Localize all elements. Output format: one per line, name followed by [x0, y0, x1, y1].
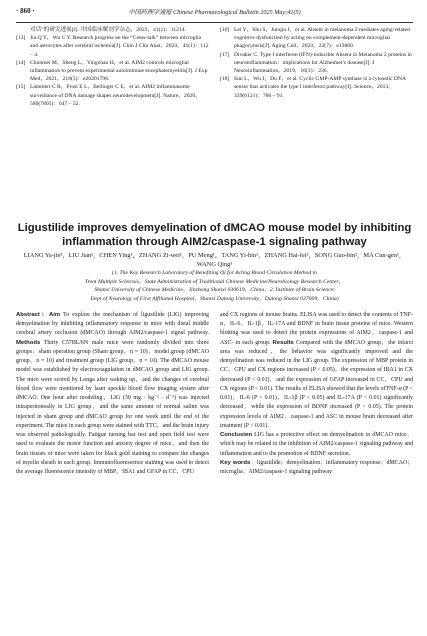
- abstract-conclusion: [220, 431, 413, 459]
- aim-label: Abstract：Aim: [16, 311, 61, 318]
- methods-text: Thirty C57BL/6N male mice were randomly divided into three groups：sham operation group (Sham group，n = 10)，model group (dMCAO group，n = 10) and treatment group (LIG group，n = 10). The dMCAO mouse model was established by electrocoagulation in dMCAO group and LIG group. The mice were scored by Longa after waking up，and the changes of cerebral blood flow were monitored by laser speckle blood flow imaging system after dMCAO. One hour after modeling，LIG (30 mg · kg⁻¹ · d⁻¹) was injected intraperitoneally in LIG group，and the same amount of normal saline was injected in sham group and dMCAO group for one week until the end of the experiment. The mice in each group were stained with TTC，and the brain injury was observed pathologically. Fatigue turning bar test and open field test were used to evaluate the motor function and anxiety degree of mice，and then the brain tissues of mice were taken for black gold staining to compare the changes of myelin sheath in each group. Immunofluorescence staining was used to detect the average fluorescence intensity of MBP，IBA1 and GFAP in CC，CPU: [16, 339, 209, 476]
- reference-item: [18] Sun L，Wu J，Du F，et al. Cyclic GMP-AMP synthase is a cytosolic DNA sensor that activates the type I interferon pathway[J]. Science，2013，339(6121)：786 – 91.: [220, 76, 406, 99]
- methods-continued-text: and CX regions of mouse brains. ELISA was used to detect the contents of TNF-α，IL-6，IL-1β，IL-17A and BDNF in brain tissue proteins of mice. Western blotting was used to detect the protein expressions of AIM2，caspase-1 and ASC- in each group.: [220, 311, 413, 346]
- reference-item: [16] Lei Y，Shu S，Junqiu J，et al. Absent in melanoma 2 mediates aging-related cognitive dysfunction by acting on complement-dependent microglial phagocytosis[J]. Aging Cell，2023，22(7)：e13860.: [220, 27, 410, 50]
- abstract-methods-continued: [220, 311, 413, 431]
- page-number: · 860 ·: [16, 7, 35, 15]
- affiliation-line: Treat Multiple Sclerosis，State Administration of Traditional Chinese Medicine/Neurobiology Research Center，: [84, 278, 345, 285]
- abstract-left-column: [16, 311, 209, 478]
- keywords-text: ：ligustilide；demyelination；inflammatory response；dMCAO；microglia；AIM2/caspase-1 signaling pathway: [220, 459, 414, 476]
- results-label: Results: [272, 339, 294, 346]
- affiliation-line: (1. The Key Research Laboratory of Benefiting Qi for Acting Blood Circulation Method to: [111, 270, 318, 276]
- reference-list: [16, 26, 413, 215]
- abstract: [16, 311, 413, 478]
- aim-text: To explore the mechanism of ligustilide (LIG) improving demyelination by inhibiting inflammatory response in mice with distal middle cerebral artery occlusion (dMCAO) through AIM2/caspase-1 signal pathway.: [16, 311, 209, 337]
- results-text: Compared with the dMCAO group，the infarct area was reduced，the behavior was significantly improved and the demyelination was reduced in the LIG group. The expression of MBP protein in CC，CPU and CX regions increased (P < 0.05)，the expression of IBA1 in CX decreased (P < 0.01)，and the expression of GFAP increased in CC，CPU and CX regions (P < 0.01). The results of ELISA showed that the levels ofTNF-α (P < 0.01)，IL-6 (P < 0.01)，IL-1β (P < 0.05) and IL-17A (P < 0.01) significantly decreased，while the expression of BDNF increased (P < 0.05). The protein expression levels of AIM2，caspase-1 and ASC in mouse brain decreased after treatment (P < 0.01).: [220, 339, 413, 429]
- affiliation-line: Dept of Neurology of First Affiliated Hospital，Shanxi Datong University，Datong Shanxi 037009，China): [90, 296, 339, 303]
- reference-item: [17] Divaker C. Type I interferon (IFN)-inducible Absent in Melanoma 2 proteins in neuroinflammation：implications for Alzheimer's disease[J]. J Neuroinflammation，2019，16(1)：236.: [220, 51, 412, 75]
- conclusion-text: LIG has a protective effect on demyelination in dMCAO mice，which may be related to the inhibition of AIM2/caspase-1 signaling pathway and inflammation and to the promotion of BDNF secretion.: [220, 432, 413, 457]
- article-title: Ligustilide improves demyelination of dMCAO mouse model by inhibiting inflammation through AIM2/caspase-1 signaling pathway: [17, 222, 412, 248]
- reference-item: [13] Jia Q Y，Wu C Y. Research progress on the “Cross-talk” between microglia and astrocytes after cerebral ischemia[J]. Chin J Clin Anat，2023，41(1)：112 – 4.: [16, 35, 209, 58]
- abstract-aim-methods: [16, 311, 209, 478]
- conclusion-label: Conclusion: [220, 432, 253, 439]
- reference-item: [14] Chunmei M，Sheng L，Yingchao H，et al. AIM2 controls microglial inflammation to prevent experimental autoimmune encephalomyelitis[J]. J Exp Med，2021，218(5)：e20201796.: [16, 59, 208, 83]
- reference-item: 对话”的研究进展[J]. 中国临床解剖学杂志，2023，41(1)：11214.: [30, 27, 186, 33]
- affiliations: [16, 269, 413, 304]
- abstract-right-column: [220, 311, 413, 478]
- keywords: [220, 459, 413, 478]
- journal-title: 中国药理学通报 Chinese Pharmacological Bulletin 2025 May;41(5): [128, 8, 301, 16]
- author-list: LIANG Ya-jie¹，LIU Jian¹，CHEN Ying¹，ZHANG Zi-wei¹，PU Meng¹，TANG Yi-bin¹，ZHANG Hai-fei²，SONG Guo-bin²，MA Cun-gen¹，WANG Qing¹: [23, 252, 406, 268]
- reference-item: [15] Lammert C R，Frost E L，Bellinger C E，et al. AIM2 inflammasome surveillance of DNA damage shapes neurodevelopment[J]. Nature，2020，580(7805)：647 – 52.: [16, 84, 201, 107]
- references-left-column: [16, 26, 209, 215]
- keywords-label: Key words: [220, 459, 251, 466]
- references-right-column: [220, 26, 413, 215]
- affiliation-line: Shanxi University of Chinese Medicine，Jinzhong Shanxi 030619，China；2. Institute of Brain Science/: [94, 287, 335, 294]
- running-header: [16, 0, 413, 23]
- methods-label: Methods: [16, 339, 41, 346]
